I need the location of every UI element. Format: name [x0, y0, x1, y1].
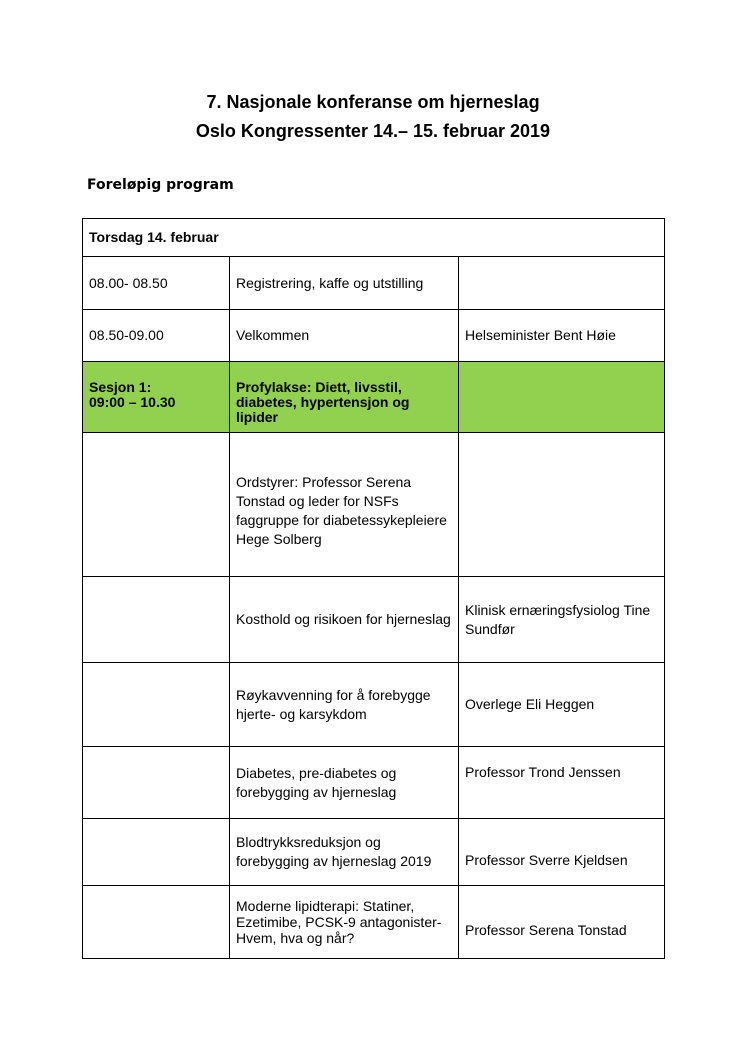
time-cell	[83, 663, 230, 747]
table-row	[83, 577, 665, 663]
topic-cell: Diabetes, pre-diabetes og forebygging av hjerneslag	[230, 747, 459, 819]
program-heading: Foreløpig program	[87, 177, 234, 193]
speaker-cell: Helseminister Bent Høie	[459, 310, 665, 362]
table-row	[83, 663, 665, 747]
program-table	[82, 218, 665, 959]
speaker-cell	[459, 257, 665, 310]
topic-cell: Registrering, kaffe og utstilling	[230, 257, 459, 310]
session-row	[83, 362, 665, 433]
table-row	[83, 819, 665, 886]
speaker-cell: Professor Sverre Kjeldsen	[459, 819, 665, 886]
day-label: Torsdag 14. februar	[83, 219, 665, 257]
table-row	[83, 310, 665, 362]
topic-cell: Velkommen	[230, 310, 459, 362]
time-cell	[83, 886, 230, 959]
topic-cell: Røykavvenning for å forebygge hjerte- og karsykdom	[230, 663, 459, 747]
table-row	[83, 886, 665, 959]
time-cell: 08.00- 08.50	[83, 257, 230, 310]
speaker-cell: Professor Trond Jenssen	[459, 747, 665, 819]
topic-cell: Kosthold og risikoen for hjerneslag	[230, 577, 459, 663]
session-time-cell: Sesjon 1: 09:00 – 10.30	[83, 362, 230, 433]
speaker-cell: Professor Serena Tonstad	[459, 886, 665, 959]
time-cell	[83, 433, 230, 577]
speaker-cell	[459, 362, 665, 433]
table-row	[83, 747, 665, 819]
speaker-cell: Overlege Eli Heggen	[459, 663, 665, 747]
time-cell	[83, 577, 230, 663]
topic-cell: Moderne lipidterapi: Statiner, Ezetimibe, PCSK-9 antagonister- Hvem, hva og når?	[230, 886, 459, 959]
table-row	[83, 257, 665, 310]
speaker-cell	[459, 433, 665, 577]
day-header-row	[83, 219, 665, 257]
topic-cell: Blodtrykksreduksjon og forebygging av hjerneslag 2019	[230, 819, 459, 886]
time-cell	[83, 819, 230, 886]
session-topic-cell: Profylakse: Diett, livsstil, diabetes, hypertensjon og lipider	[230, 362, 459, 433]
page-title: 7. Nasjonale konferanse om hjerneslag	[206, 92, 540, 112]
topic-cell: Ordstyrer: Professor Serena Tonstad og leder for NSFs faggruppe for diabetessykepleiere Hege Solberg	[230, 433, 459, 577]
time-cell	[83, 747, 230, 819]
speaker-cell: Klinisk ernæringsfysiolog Tine Sundfør	[459, 577, 665, 663]
time-cell: 08.50-09.00	[83, 310, 230, 362]
page-subtitle-venue: Oslo Kongressenter 14.– 15. februar 2019	[195, 121, 551, 141]
table-row	[83, 433, 665, 577]
